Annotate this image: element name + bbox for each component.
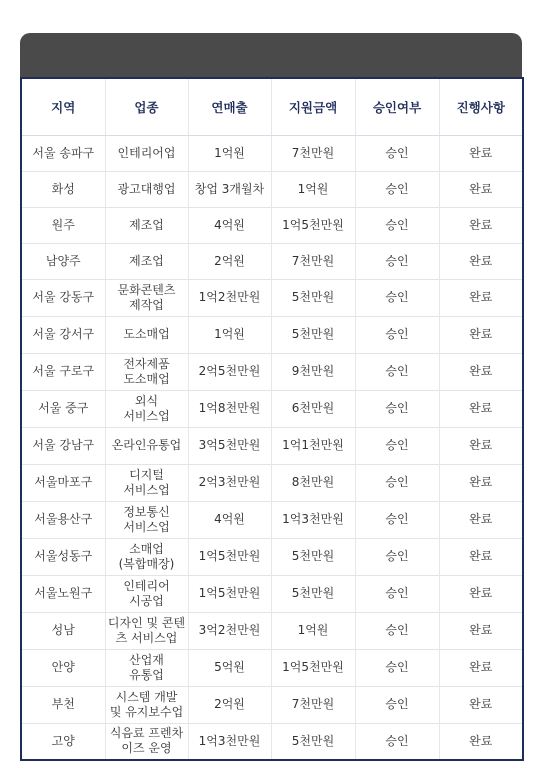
cell-progress: 완료 xyxy=(439,171,523,207)
cell-support-amount: 7천만원 xyxy=(271,686,355,723)
table-row xyxy=(21,390,523,427)
table-row xyxy=(21,171,523,207)
cell-approval: 승인 xyxy=(355,279,439,316)
cell-region: 서울용산구 xyxy=(21,501,105,538)
cell-support-amount: 8천만원 xyxy=(271,464,355,501)
cell-annual-sales: 1억5천만원 xyxy=(188,575,271,612)
cell-industry: 시스템 개발 및 유지보수업 xyxy=(105,686,188,723)
cell-support-amount: 6천만원 xyxy=(271,390,355,427)
cell-support-amount: 1억원 xyxy=(271,171,355,207)
cell-support-amount: 7천만원 xyxy=(271,135,355,171)
cell-region: 남양주 xyxy=(21,243,105,279)
cell-annual-sales: 1억3천만원 xyxy=(188,723,271,760)
cell-industry: 문화콘텐츠 제작업 xyxy=(105,279,188,316)
cell-approval: 승인 xyxy=(355,353,439,390)
table-row xyxy=(21,575,523,612)
cell-support-amount: 1억1천만원 xyxy=(271,427,355,464)
table-row xyxy=(21,353,523,390)
cell-approval: 승인 xyxy=(355,501,439,538)
cell-progress: 완료 xyxy=(439,464,523,501)
table-row xyxy=(21,427,523,464)
cell-region: 서울 강남구 xyxy=(21,427,105,464)
cell-industry: 온라인유통업 xyxy=(105,427,188,464)
cell-region: 고양 xyxy=(21,723,105,760)
table-row xyxy=(21,207,523,243)
cell-annual-sales: 2억5천만원 xyxy=(188,353,271,390)
cell-support-amount: 9천만원 xyxy=(271,353,355,390)
cell-industry: 인테리어업 xyxy=(105,135,188,171)
cell-progress: 완료 xyxy=(439,723,523,760)
cell-region: 서울성동구 xyxy=(21,538,105,575)
cell-progress: 완료 xyxy=(439,538,523,575)
header-progress: 진행사항 xyxy=(439,78,523,135)
cell-support-amount: 1억5천만원 xyxy=(271,207,355,243)
cell-progress: 완료 xyxy=(439,612,523,649)
table-row xyxy=(21,243,523,279)
table-row xyxy=(21,316,523,353)
table-row xyxy=(21,501,523,538)
cell-progress: 완료 xyxy=(439,207,523,243)
header-industry: 업종 xyxy=(105,78,188,135)
cell-annual-sales: 4억원 xyxy=(188,207,271,243)
cell-annual-sales: 3억2천만원 xyxy=(188,612,271,649)
cell-industry: 식음료 프렌차 이즈 운영 xyxy=(105,723,188,760)
cell-support-amount: 5천만원 xyxy=(271,575,355,612)
table-header-row xyxy=(21,78,523,135)
cell-support-amount: 7천만원 xyxy=(271,243,355,279)
header-region: 지역 xyxy=(21,78,105,135)
cell-industry: 도소매업 xyxy=(105,316,188,353)
cell-progress: 완료 xyxy=(439,353,523,390)
cell-region: 서울 강서구 xyxy=(21,316,105,353)
cell-approval: 승인 xyxy=(355,427,439,464)
cell-progress: 완료 xyxy=(439,135,523,171)
cell-approval: 승인 xyxy=(355,464,439,501)
results-card xyxy=(20,33,522,756)
cell-region: 서울노원구 xyxy=(21,575,105,612)
cell-approval: 승인 xyxy=(355,135,439,171)
cell-industry: 광고대행업 xyxy=(105,171,188,207)
cell-progress: 완료 xyxy=(439,575,523,612)
cell-annual-sales: 4억원 xyxy=(188,501,271,538)
cell-support-amount: 5천만원 xyxy=(271,279,355,316)
cell-industry: 외식 서비스업 xyxy=(105,390,188,427)
cell-approval: 승인 xyxy=(355,612,439,649)
cell-annual-sales: 1억원 xyxy=(188,135,271,171)
cell-progress: 완료 xyxy=(439,686,523,723)
cell-annual-sales: 1억원 xyxy=(188,316,271,353)
cell-progress: 완료 xyxy=(439,649,523,686)
cell-support-amount: 5천만원 xyxy=(271,723,355,760)
cell-progress: 완료 xyxy=(439,501,523,538)
cell-region: 서울 강동구 xyxy=(21,279,105,316)
cell-annual-sales: 2억3천만원 xyxy=(188,464,271,501)
cell-industry: 디자인 및 콘텐 츠 서비스업 xyxy=(105,612,188,649)
cell-support-amount: 5천만원 xyxy=(271,538,355,575)
cell-approval: 승인 xyxy=(355,390,439,427)
cell-approval: 승인 xyxy=(355,171,439,207)
cell-annual-sales: 1억2천만원 xyxy=(188,279,271,316)
cell-industry: 정보통신 서비스업 xyxy=(105,501,188,538)
cell-annual-sales: 5억원 xyxy=(188,649,271,686)
cell-support-amount: 5천만원 xyxy=(271,316,355,353)
table-row xyxy=(21,612,523,649)
cell-annual-sales: 3억5천만원 xyxy=(188,427,271,464)
cell-annual-sales: 창업 3개월차 xyxy=(188,171,271,207)
cell-industry: 산업재 유통업 xyxy=(105,649,188,686)
cell-progress: 완료 xyxy=(439,427,523,464)
cell-approval: 승인 xyxy=(355,316,439,353)
header-approval: 승인여부 xyxy=(355,78,439,135)
cell-region: 서울 송파구 xyxy=(21,135,105,171)
cell-industry: 전자제품 도소매업 xyxy=(105,353,188,390)
cell-region: 부천 xyxy=(21,686,105,723)
cell-region: 화성 xyxy=(21,171,105,207)
support-results-table xyxy=(20,77,524,761)
cell-region: 성남 xyxy=(21,612,105,649)
table-row xyxy=(21,723,523,760)
cell-industry: 인테리어 시공업 xyxy=(105,575,188,612)
cell-approval: 승인 xyxy=(355,575,439,612)
table-row xyxy=(21,464,523,501)
cell-approval: 승인 xyxy=(355,243,439,279)
cell-annual-sales: 2억원 xyxy=(188,686,271,723)
table-row xyxy=(21,538,523,575)
cell-industry: 제조업 xyxy=(105,207,188,243)
cell-approval: 승인 xyxy=(355,207,439,243)
cell-industry: 디지털 서비스업 xyxy=(105,464,188,501)
cell-approval: 승인 xyxy=(355,686,439,723)
table-row xyxy=(21,279,523,316)
cell-progress: 완료 xyxy=(439,390,523,427)
table-row xyxy=(21,649,523,686)
cell-support-amount: 1억원 xyxy=(271,612,355,649)
header-support-amount: 지원금액 xyxy=(271,78,355,135)
cell-approval: 승인 xyxy=(355,723,439,760)
cell-support-amount: 1억3천만원 xyxy=(271,501,355,538)
cell-industry: 제조업 xyxy=(105,243,188,279)
cell-progress: 완료 xyxy=(439,243,523,279)
header-annual-sales: 연매출 xyxy=(188,78,271,135)
cell-approval: 승인 xyxy=(355,538,439,575)
cell-region: 서울 구로구 xyxy=(21,353,105,390)
table-row xyxy=(21,135,523,171)
cell-industry: 소매업 (복합매장) xyxy=(105,538,188,575)
cell-region: 서울마포구 xyxy=(21,464,105,501)
cell-region: 서울 중구 xyxy=(21,390,105,427)
cell-progress: 완료 xyxy=(439,279,523,316)
card-header-bar xyxy=(20,33,522,77)
cell-region: 원주 xyxy=(21,207,105,243)
cell-progress: 완료 xyxy=(439,316,523,353)
cell-approval: 승인 xyxy=(355,649,439,686)
table-body xyxy=(21,135,523,760)
cell-annual-sales: 1억8천만원 xyxy=(188,390,271,427)
cell-support-amount: 1억5천만원 xyxy=(271,649,355,686)
table-row xyxy=(21,686,523,723)
cell-annual-sales: 1억5천만원 xyxy=(188,538,271,575)
cell-annual-sales: 2억원 xyxy=(188,243,271,279)
cell-region: 안양 xyxy=(21,649,105,686)
